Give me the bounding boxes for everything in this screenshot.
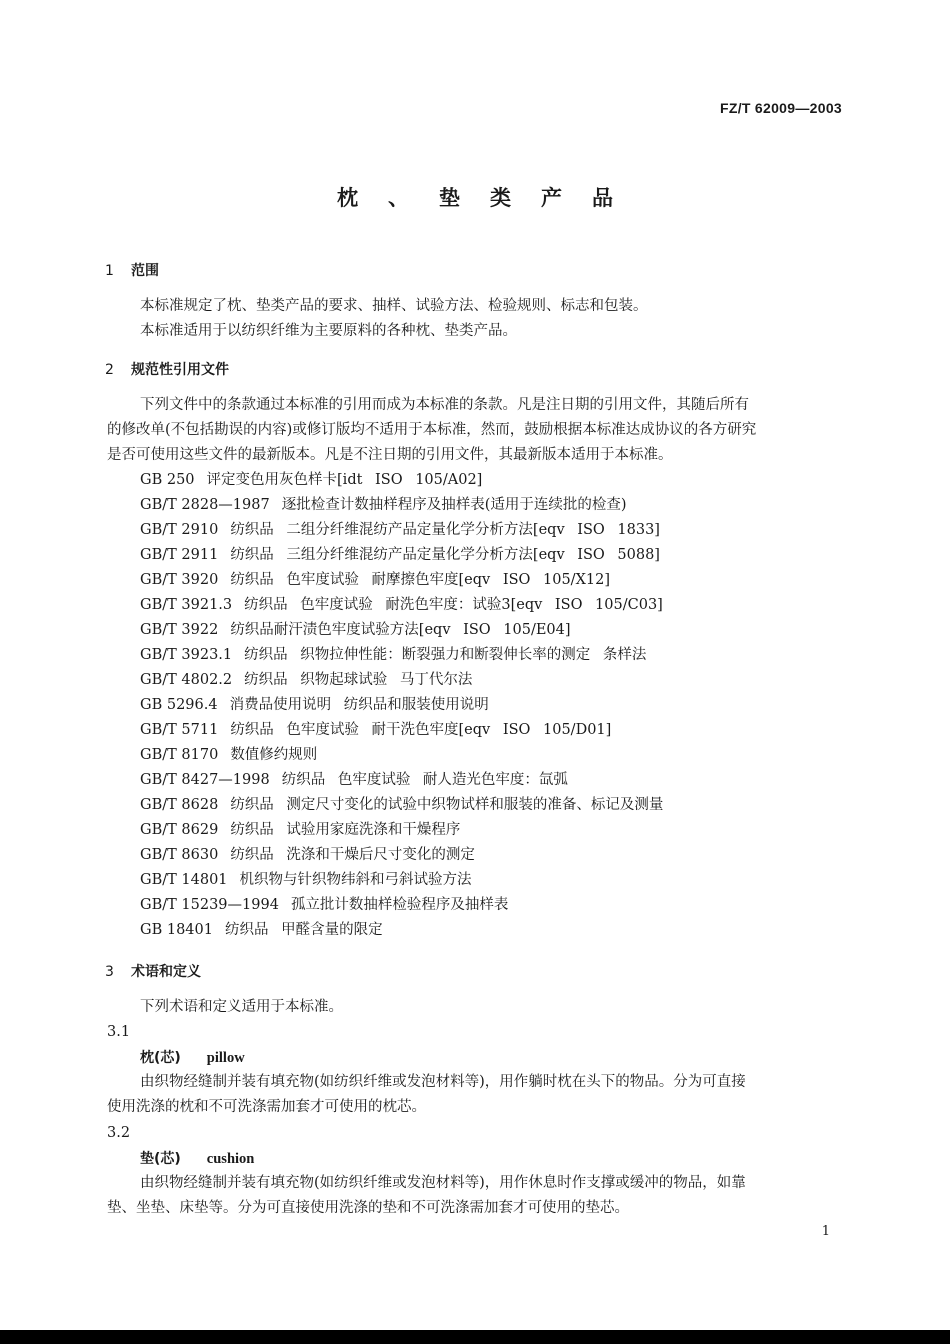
reference-code: GB/T 8629	[140, 822, 219, 838]
reference-item	[140, 618, 663, 643]
reference-code: GB/T 14801	[140, 872, 228, 888]
reference-title: 纺织品 色牢度试验 耐摩擦色牢度[eqv ISO 105/X12]	[230, 572, 610, 588]
term-definition-line-2: 垫、坐垫、床垫等。分为可直接使用洗涤的垫和不可洗涤需加套才可使用的垫芯。	[107, 1200, 629, 1216]
reference-title: 逐批检查计数抽样程序及抽样表(适用于连续批的检查)	[281, 497, 627, 513]
term-chinese: 垫(芯)	[140, 1151, 181, 1167]
term-chinese: 枕(芯)	[140, 1050, 181, 1066]
reference-title: 消费品使用说明 纺织品和服装使用说明	[229, 697, 489, 713]
reference-item	[140, 818, 663, 843]
reference-code: GB/T 3920	[140, 572, 219, 588]
reference-title: 纺织品 二组分纤维混纺产品定量化学分析方法[eqv ISO 1833]	[230, 522, 660, 538]
section-title: 术语和定义	[131, 964, 201, 980]
section-title: 规范性引用文件	[131, 362, 229, 378]
reference-item	[140, 593, 663, 618]
scope-paragraph-1: 本标准规定了枕、垫类产品的要求、抽样、试验方法、检验规则、标志和包装。	[140, 298, 648, 314]
reference-item	[140, 668, 663, 693]
reference-title: 纺织品 甲醛含量的限定	[224, 922, 383, 938]
reference-item	[140, 768, 663, 793]
scope-paragraph-2: 本标准适用于以纺织纤维为主要原料的各种枕、垫类产品。	[140, 323, 517, 339]
reference-item	[140, 568, 663, 593]
term-english: pillow	[206, 1050, 245, 1066]
standard-code: FZ/T 62009—2003	[719, 100, 842, 116]
normative-reference-list	[140, 468, 663, 943]
section-2-heading	[105, 359, 229, 379]
references-intro-line-1: 下列文件中的条款通过本标准的引用而成为本标准的条款。凡是注日期的引用文件，其随后所有	[140, 397, 749, 413]
reference-title: 纺织品 色牢度试验 耐人造光色牢度：氙弧	[281, 772, 568, 788]
section-number: 2	[105, 362, 114, 378]
term-definition-line-1: 由织物经缝制并装有填充物(如纺织纤维或发泡材料等)，用作休息时作支撑或缓冲的物品，如靠	[140, 1175, 746, 1191]
reference-code: GB/T 8427—1998	[140, 772, 270, 788]
reference-item	[140, 468, 663, 493]
reference-item	[140, 868, 663, 893]
reference-code: GB/T 8170	[140, 747, 219, 763]
section-3-heading	[105, 961, 201, 981]
reference-item	[140, 743, 663, 768]
reference-item	[140, 693, 663, 718]
reference-code: GB 250	[140, 472, 195, 488]
references-intro-line-2: 的修改单(不包括勘误的内容)或修订版均不适用于本标准，然而，鼓励根据本标准达成协议的各方研究	[107, 422, 757, 438]
reference-title: 纺织品 洗涤和干燥后尺寸变化的测定	[230, 847, 475, 863]
section-title: 范围	[131, 263, 159, 279]
reference-item	[140, 918, 663, 943]
reference-code: GB/T 8630	[140, 847, 219, 863]
reference-code: GB 5296.4	[140, 697, 218, 713]
reference-code: GB/T 3921.3	[140, 597, 233, 613]
reference-code: GB/T 4802.2	[140, 672, 233, 688]
reference-item	[140, 543, 663, 568]
reference-item	[140, 793, 663, 818]
reference-item	[140, 718, 663, 743]
reference-title: 孤立批计数抽样检验程序及抽样表	[290, 897, 509, 913]
reference-code: GB/T 15239—1994	[140, 897, 279, 913]
reference-item	[140, 643, 663, 668]
reference-title: 纺织品 试验用家庭洗涤和干燥程序	[230, 822, 461, 838]
reference-title: 纺织品 织物拉伸性能：断裂强力和断裂伸长率的测定 条样法	[244, 647, 647, 663]
reference-code: GB 18401	[140, 922, 213, 938]
reference-code: GB/T 2828—1987	[140, 497, 270, 513]
section-1-heading	[105, 260, 159, 280]
reference-item	[140, 843, 663, 868]
reference-title: 纺织品 色牢度试验 耐洗色牢度：试验3[eqv ISO 105/C03]	[244, 597, 663, 613]
reference-item	[140, 893, 663, 918]
term-number: 3.1	[107, 1024, 131, 1040]
reference-code: GB/T 2910	[140, 522, 219, 538]
term-english: cushion	[206, 1151, 255, 1167]
reference-code: GB/T 5711	[140, 722, 219, 738]
term-definition-line-2: 使用洗涤的枕和不可洗涤需加套才可使用的枕芯。	[107, 1099, 426, 1115]
reference-item	[140, 493, 663, 518]
page-number: 1	[821, 1224, 830, 1239]
term-number: 3.2	[107, 1125, 131, 1141]
reference-item	[140, 518, 663, 543]
document-title: 枕、垫类产品	[337, 186, 643, 210]
section-number: 1	[105, 263, 114, 279]
section-number: 3	[105, 964, 114, 980]
reference-title: 纺织品耐汗渍色牢度试验方法[eqv ISO 105/E04]	[230, 622, 571, 638]
reference-code: GB/T 8628	[140, 797, 219, 813]
reference-code: GB/T 3922	[140, 622, 219, 638]
scan-edge-bar	[0, 1330, 950, 1344]
reference-title: 纺织品 测定尺寸变化的试验中织物试样和服装的准备、标记及测量	[230, 797, 664, 813]
reference-code: GB/T 3923.1	[140, 647, 233, 663]
reference-title: 数值修约规则	[230, 747, 318, 763]
reference-title: 评定变色用灰色样卡[idt ISO 105/A02]	[206, 472, 483, 488]
reference-title: 机织物与针织物纬斜和弓斜试验方法	[239, 872, 472, 888]
reference-title: 纺织品 织物起球试验 马丁代尔法	[244, 672, 473, 688]
term-heading	[140, 1146, 254, 1172]
references-intro-line-3: 是否可使用这些文件的最新版本。凡是不注日期的引用文件，其最新版本适用于本标准。	[107, 447, 673, 463]
reference-title: 纺织品 色牢度试验 耐干洗色牢度[eqv ISO 105/D01]	[230, 722, 612, 738]
term-heading	[140, 1045, 245, 1071]
reference-title: 纺织品 三组分纤维混纺产品定量化学分析方法[eqv ISO 5088]	[230, 547, 660, 563]
term-definition-line-1: 由织物经缝制并装有填充物(如纺织纤维或发泡材料等)，用作躺时枕在头下的物品。分为可直接	[140, 1074, 746, 1090]
terms-intro: 下列术语和定义适用于本标准。	[140, 999, 343, 1015]
reference-code: GB/T 2911	[140, 547, 219, 563]
